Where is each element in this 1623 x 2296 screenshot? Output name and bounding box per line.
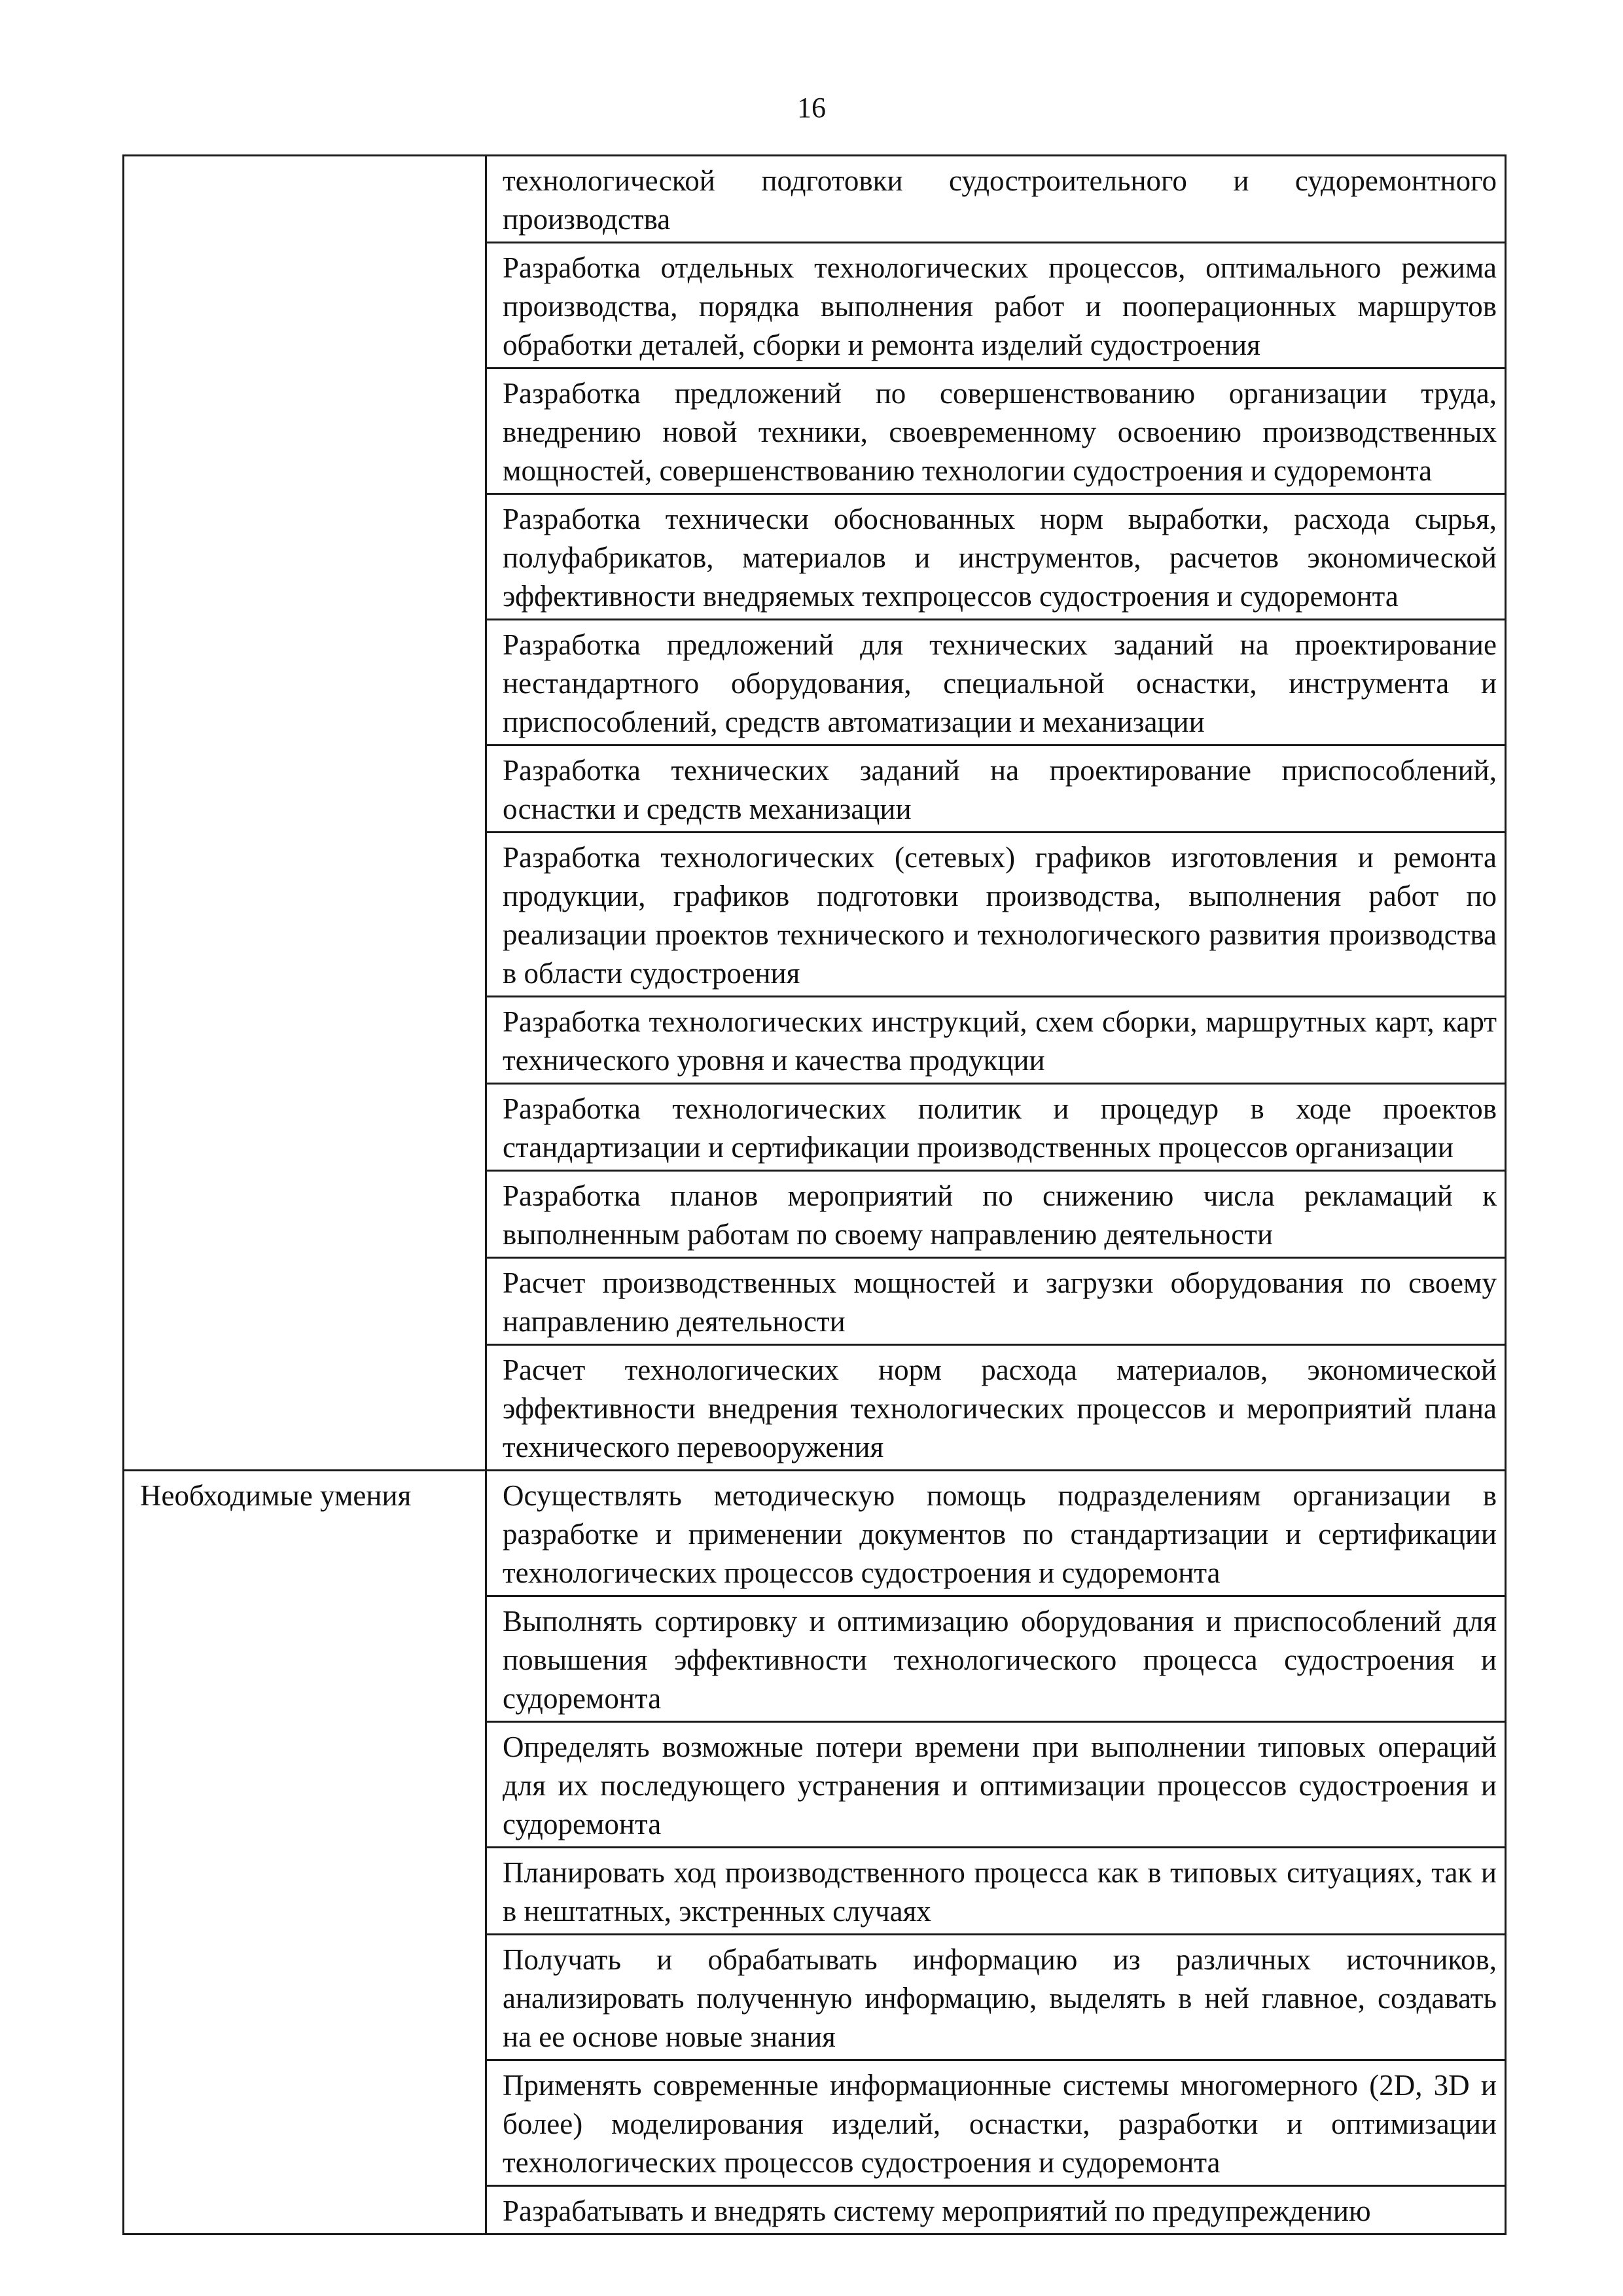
requirement-text: Расчет производственных мощностей и загрузки оборудования по своему направлению деятельности [486, 1258, 1506, 1345]
requirement-text: Разработка отдельных технологических процессов, оптимального режима производства, порядка выполнения работ и пооперационных маршрутов обработки деталей, сборки и ремонта изделий судостроения [486, 243, 1506, 368]
requirement-text: Выполнять сортировку и оптимизацию оборудования и приспособлений для повышения эффективности технологического процесса судостроения и судоремонта [486, 1596, 1506, 1722]
requirement-text: Разработка технологических политик и процедур в ходе проектов стандартизации и сертификации производственных процессов организации [486, 1084, 1506, 1171]
requirement-text: Разрабатывать и внедрять систему мероприятий по предупреждению [486, 2186, 1506, 2234]
requirement-text: Планировать ход производственного процесса как в типовых ситуациях, так и в нештатных, экстренных случаях [486, 1848, 1506, 1935]
requirement-text: Получать и обрабатывать информацию из различных источников, анализировать полученную информацию, выделять в ней главное, создавать на ее основе новые знания [486, 1935, 1506, 2060]
requirement-text: Определять возможные потери времени при выполнении типовых операций для их последующего устранения и оптимизации процессов судостроения и судоремонта [486, 1722, 1506, 1848]
table-row [124, 156, 1506, 243]
requirement-text: Разработка технологических инструкций, схем сборки, маршрутных карт, карт технического уровня и качества продукции [486, 997, 1506, 1084]
requirement-text: Разработка планов мероприятий по снижению числа рекламаций к выполненным работам по своему направлению деятельности [486, 1171, 1506, 1258]
requirement-text: Разработка технических заданий на проектирование приспособлений, оснастки и средств механизации [486, 745, 1506, 833]
requirement-text: Применять современные информационные системы многомерного (2D, 3D и более) моделирования изделий, оснастки, разработки и оптимизации технологических процессов судостроения и судоремонта [486, 2060, 1506, 2186]
requirement-text: Разработка технически обоснованных норм выработки, расхода сырья, полуфабрикатов, материалов и инструментов, расчетов экономической эффективности внедряемых техпроцессов судостроения и судоремонта [486, 494, 1506, 620]
requirement-text: Расчет технологических норм расхода материалов, экономической эффективности внедрения технологических процессов и мероприятий плана технического перевооружения [486, 1345, 1506, 1471]
requirement-text: Разработка предложений для технических заданий на проектирование нестандартного оборудования, специальной оснастки, инструмента и приспособлений, средств автоматизации и механизации [486, 620, 1506, 745]
requirement-text: Осуществлять методическую помощь подразделениям организации в разработке и применении документов по стандартизации и сертификации технологических процессов судостроения и судоремонта [486, 1471, 1506, 1596]
table-body [124, 156, 1506, 2234]
requirement-text: Разработка предложений по совершенствованию организации труда, внедрению новой техники, своевременному освоению производственных мощностей, совершенствованию технологии судостроения и судоремонта [486, 368, 1506, 494]
requirements-table [122, 154, 1507, 2235]
section-label-continued [124, 156, 486, 1471]
requirement-text: Разработка технологических (сетевых) графиков изготовления и ремонта продукции, графиков подготовки производства, выполнения работ по реализации проектов технического и технологического развития производства в области судостроения [486, 833, 1506, 997]
page-number: 16 [797, 92, 826, 124]
section-label-skills: Необходимые умения [124, 1471, 486, 2234]
requirement-text: технологической подготовки судостроительного и судоремонтного производства [486, 156, 1506, 243]
table-row [124, 1471, 1506, 1596]
